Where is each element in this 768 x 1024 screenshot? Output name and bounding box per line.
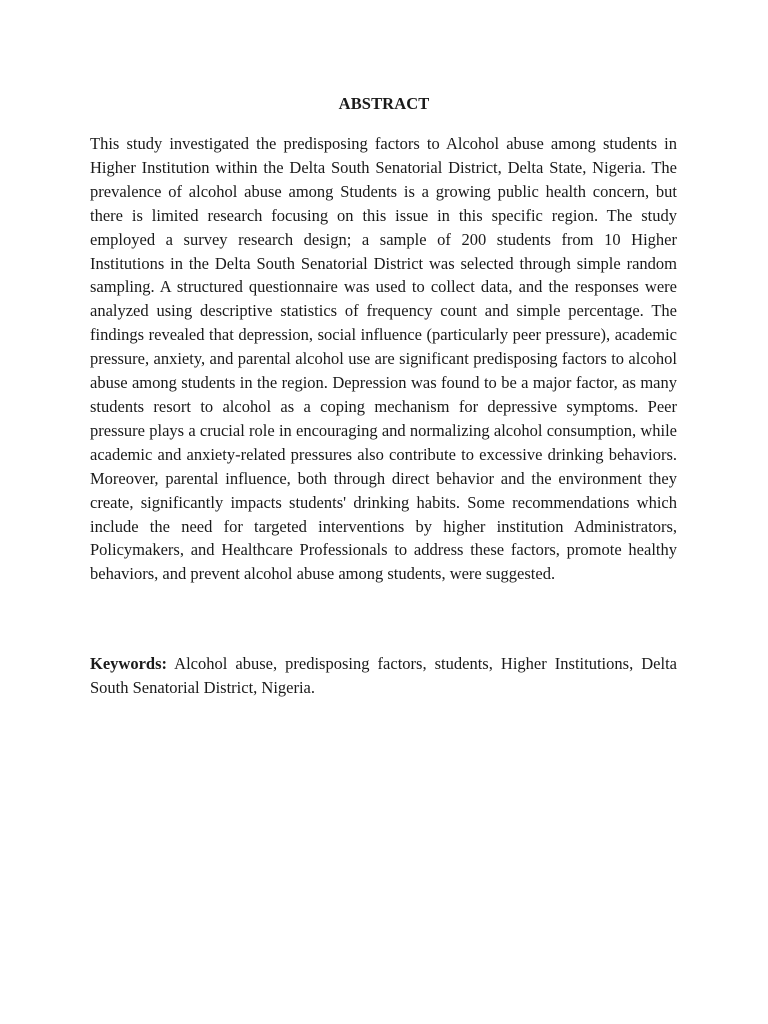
abstract-heading: ABSTRACT — [338, 94, 430, 113]
keywords-text: Alcohol abuse, predisposing factors, students, Higher Institutions, Delta South Senatorial District, Nigeria. — [90, 654, 677, 697]
keywords-label: Keywords: — [90, 654, 167, 673]
abstract-body: This study investigated the predisposing factors to Alcohol abuse among students in Higher Institution within the Delta South Senatorial District, Delta State, Nigeria. The prevalence of alcohol abuse among Students is a growing public health concern, but there is limited research focusing on this issue in this specific region. The study employed a survey research design; a sample of 200 students from 10 Higher Institutions in the Delta South Senatorial District was selected through simple random sampling. A structured questionnaire was used to collect data, and the responses were analyzed using descriptive statistics of frequency count and simple percentage. The findings revealed that depression, social influence (particularly peer pressure), academic pressure, anxiety, and parental alcohol use are significant predisposing factors to alcohol abuse among students in the region. Depression was found to be a major factor, as many students resort to alcohol as a coping mechanism for depressive symptoms. Peer pressure plays a crucial role in encouraging and normalizing alcohol consumption, while academic and anxiety-related pressures also contribute to excessive drinking behaviors. Moreover, parental influence, both through direct behavior and the environment they create, significantly impacts students' drinking habits. Some recommendations which include the need for targeted interventions by higher institution Administrators, Policymakers, and Healthcare Professionals to address these factors, promote healthy behaviors, and prevent alcohol abuse among students, were suggested. — [90, 134, 677, 584]
keywords-paragraph — [90, 652, 677, 700]
